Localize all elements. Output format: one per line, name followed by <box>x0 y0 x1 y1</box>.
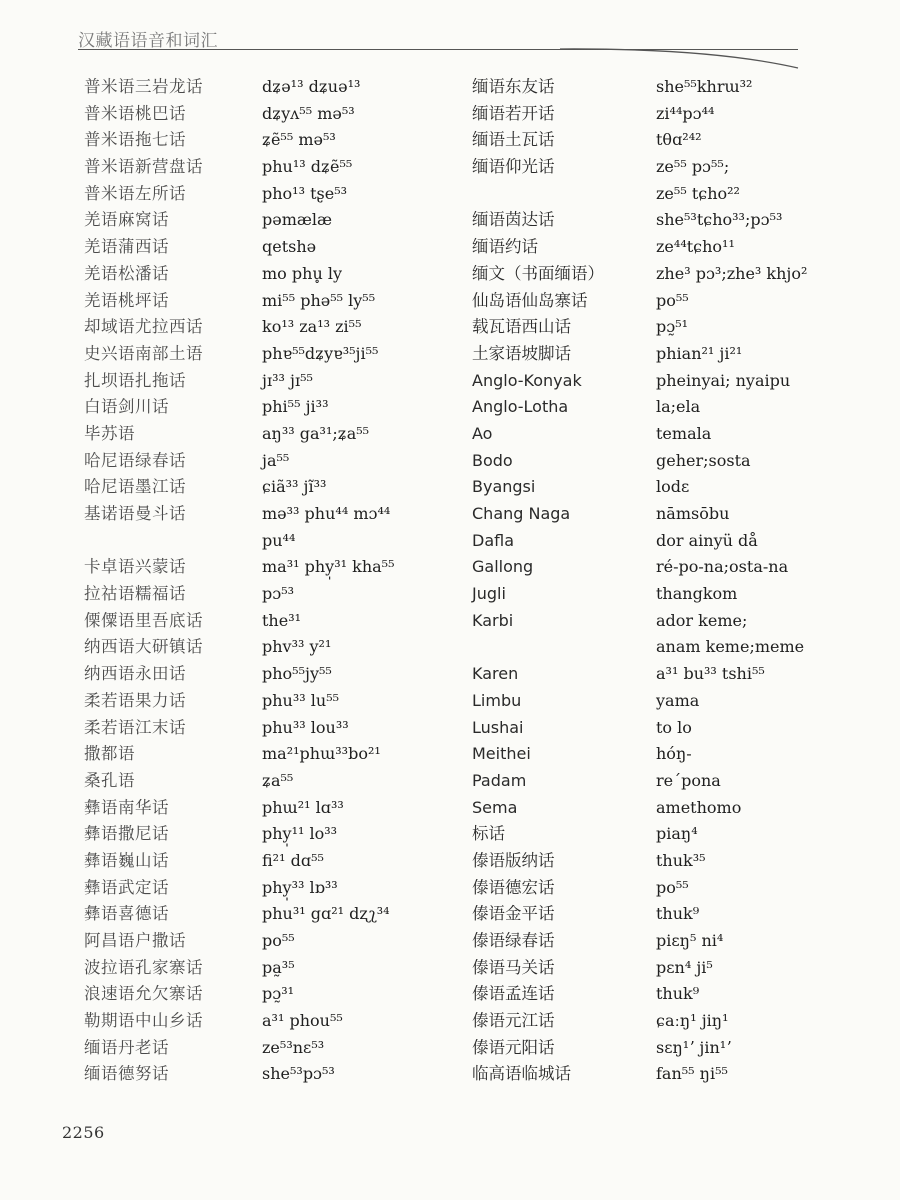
dialect-name: 撒都语 <box>84 744 135 764</box>
dialect-form: ko¹³ za¹³ zi⁵⁵ <box>262 317 362 337</box>
table-row <box>0 741 900 768</box>
table-row <box>0 715 900 742</box>
dialect-name: 普米语桃巴话 <box>84 103 186 123</box>
language-form: pɛn⁴ ji⁵ <box>656 957 713 977</box>
dialect-form: pəmælæ <box>262 210 333 230</box>
dialect-name: 羌语麻窝话 <box>84 210 169 230</box>
language-name: 傣语版纳话 <box>472 850 555 870</box>
dialect-form: dʑyʌ⁵⁵ mə⁵³ <box>262 103 355 123</box>
language-form: thuk⁹ <box>656 984 700 1004</box>
language-name: 临高语临城话 <box>472 1064 571 1084</box>
dialect-name: 勒期语中山乡话 <box>84 1011 203 1031</box>
dialect-name: 缅语丹老话 <box>84 1037 169 1057</box>
language-form: la;ela <box>656 397 701 417</box>
dialect-form: phy̩³³ lɒ³³ <box>262 877 338 897</box>
language-name: 傣语绿春话 <box>472 931 555 950</box>
table-row <box>0 1035 900 1062</box>
table-row <box>0 421 900 448</box>
page-number: 2256 <box>62 1123 105 1142</box>
dialect-name: 傈僳语里吾底话 <box>84 610 203 630</box>
dialect-name: 扎坝语扎拖话 <box>84 370 186 390</box>
language-name: Anglo-Lotha <box>472 397 569 417</box>
language-name: 载瓦语西山话 <box>472 317 571 337</box>
dialect-name: 纳西语大研镇话 <box>84 637 203 657</box>
language-form: thuk³⁵ <box>656 850 706 870</box>
dialect-form: phv³³ y²¹ <box>262 637 332 657</box>
table-row <box>0 234 900 261</box>
dialect-name: 彝语喜德话 <box>84 904 169 924</box>
language-name: Meithei <box>472 744 531 764</box>
table-row <box>0 448 900 475</box>
language-form: ré-po-na;osta-na <box>656 557 789 577</box>
language-name: Karbi <box>472 610 514 630</box>
table-row <box>0 661 900 688</box>
dialect-form: ze⁵³nɛ⁵³ <box>262 1037 325 1057</box>
language-name: Byangsi <box>472 477 536 497</box>
table-row <box>0 528 900 555</box>
dialect-form: she⁵³pɔ⁵³ <box>262 1064 335 1084</box>
dialect-name: 桑孔语 <box>84 770 135 790</box>
header-curve-decoration <box>560 30 800 70</box>
table-row <box>0 207 900 234</box>
language-name: Jugli <box>472 584 506 604</box>
language-name: 缅语约话 <box>472 237 538 257</box>
dialect-form: qetshə <box>262 237 317 257</box>
dialect-form: mo phu̥ ly <box>262 263 342 283</box>
language-form: yama <box>656 690 700 710</box>
language-name: 缅语仰光话 <box>472 157 555 177</box>
dialect-form: phi⁵⁵ ji³³ <box>262 397 329 417</box>
language-name: 傣语孟连话 <box>472 984 555 1004</box>
dialect-form: ma³¹ phy̩³¹ kha⁵⁵ <box>262 557 395 577</box>
table-row <box>0 581 900 608</box>
table-row <box>0 688 900 715</box>
language-form: geher;sosta <box>656 450 751 470</box>
table-row <box>0 955 900 982</box>
language-form: po⁵⁵ <box>656 877 689 897</box>
dialect-name: 羌语蒲西话 <box>84 237 169 257</box>
language-name: 缅文（书面缅语） <box>472 263 604 283</box>
language-name: 仙岛语仙岛寨话 <box>472 290 588 310</box>
table-row <box>0 154 900 181</box>
language-form: ze⁴⁴tɕho¹¹ <box>656 237 735 257</box>
dialect-name: 柔若语果力话 <box>84 690 186 710</box>
table-row <box>0 608 900 635</box>
language-name: Dafla <box>472 530 515 550</box>
table-row <box>0 634 900 661</box>
dialect-name: 普米语左所话 <box>84 183 186 203</box>
word-list-table <box>0 74 900 1088</box>
dialect-form: ja⁵⁵ <box>262 450 290 470</box>
table-row <box>0 795 900 822</box>
language-name: Bodo <box>472 450 513 470</box>
dialect-form: ma²¹phɯ³³bo²¹ <box>262 744 381 764</box>
table-row <box>0 394 900 421</box>
language-form: re´pona <box>656 770 721 790</box>
table-row <box>0 314 900 341</box>
dialect-form: a³¹ phou⁵⁵ <box>262 1011 343 1031</box>
language-form: she⁵⁵khrɯ³² <box>656 77 753 96</box>
dialect-form: aŋ³³ ga³¹;ʑa⁵⁵ <box>262 423 370 443</box>
language-form: ador keme; <box>656 610 748 630</box>
dialect-name: 拉祜语糯福话 <box>84 584 186 604</box>
dialect-name: 毕苏语 <box>84 423 135 443</box>
dialect-form: phɐ⁵⁵dʑyɐ³⁵ji⁵⁵ <box>262 343 379 363</box>
language-name: 傣语德宏话 <box>472 877 555 897</box>
table-row <box>0 261 900 288</box>
language-name: 傣语金平话 <box>472 904 555 924</box>
table-row <box>0 821 900 848</box>
dialect-form: mi⁵⁵ phə⁵⁵ ly⁵⁵ <box>262 290 376 310</box>
table-row <box>0 474 900 501</box>
dialect-name: 普米语新营盘话 <box>84 157 203 177</box>
table-row <box>0 928 900 955</box>
language-name: Padam <box>472 770 527 790</box>
language-form: dor ainyü då <box>656 530 758 550</box>
dialect-name: 史兴语南部土语 <box>84 343 203 363</box>
language-form: lodɛ <box>656 477 690 497</box>
language-name: 缅语茵达话 <box>472 210 555 230</box>
dialect-name: 彝语巍山话 <box>84 850 169 870</box>
language-name: Gallong <box>472 557 534 577</box>
language-form: phian²¹ ji²¹ <box>656 343 743 363</box>
language-name: Karen <box>472 664 519 684</box>
dialect-form: phy̩¹¹ lo³³ <box>262 824 338 844</box>
dialect-form: ʑa⁵⁵ <box>262 770 294 790</box>
language-name: 缅语土瓦话 <box>472 130 555 150</box>
language-name: Limbu <box>472 690 522 710</box>
language-name: Lushai <box>472 717 524 737</box>
dialect-form: pu⁴⁴ <box>262 530 296 550</box>
dialect-form: phu¹³ dʑẽ⁵⁵ <box>262 157 353 177</box>
dialect-form: mə³³ phu⁴⁴ mɔ⁴⁴ <box>262 504 391 523</box>
language-form: amethomo <box>656 797 742 817</box>
dialect-name: 羌语松潘话 <box>84 263 169 283</box>
language-name: Sema <box>472 797 518 817</box>
dialect-form: ʑẽ⁵⁵ mə⁵³ <box>262 130 336 150</box>
language-form: sɛŋ¹ʼ jin¹ʼ <box>656 1037 732 1057</box>
dialect-name: 羌语桃坪话 <box>84 290 169 310</box>
language-name: Ao <box>472 423 493 443</box>
dialect-form: jɪ³³ jɪ⁵⁵ <box>262 370 313 390</box>
table-row <box>0 181 900 208</box>
table-row <box>0 341 900 368</box>
language-form: anam keme;meme <box>656 637 805 657</box>
dialect-name: 卡卓语兴蒙话 <box>84 557 186 577</box>
language-name: 缅语若开话 <box>472 103 555 123</box>
language-name: 傣语马关话 <box>472 957 555 977</box>
language-name: 标话 <box>472 824 505 844</box>
language-form: piaŋ⁴ <box>656 824 698 844</box>
language-name: 土家语坡脚话 <box>472 343 571 363</box>
table-row <box>0 981 900 1008</box>
dialect-form: phu³³ lou³³ <box>262 717 349 737</box>
table-row <box>0 127 900 154</box>
language-name: 缅语东友话 <box>472 77 555 96</box>
language-name: Anglo-Konyak <box>472 370 582 390</box>
language-form: hóŋ- <box>656 744 692 764</box>
dialect-name: 浪速语允欠寨话 <box>84 984 203 1004</box>
dialect-name: 白语剑川话 <box>84 397 169 417</box>
language-form: fan⁵⁵ ŋi⁵⁵ <box>656 1064 728 1084</box>
table-row <box>0 768 900 795</box>
table-row <box>0 848 900 875</box>
dialect-form: fi²¹ dɑ⁵⁵ <box>262 850 324 870</box>
language-form: she⁵³tɕho³³;pɔ⁵³ <box>656 210 783 230</box>
dialect-form: phu³³ lu⁵⁵ <box>262 690 340 710</box>
language-form: tθɑ²⁴² <box>656 130 702 150</box>
language-name: 傣语元阳话 <box>472 1037 555 1057</box>
language-form: temala <box>656 423 712 443</box>
dialect-form: dʑə¹³ dʑuə¹³ <box>262 77 361 96</box>
dialect-name: 却域语尤拉西话 <box>84 317 203 337</box>
dialect-name: 柔若语江末话 <box>84 717 186 737</box>
table-row <box>0 288 900 315</box>
table-row <box>0 1008 900 1035</box>
language-form: to lo <box>656 717 692 737</box>
language-form: pheinyai; nyaipu <box>656 370 791 390</box>
language-form: pɔ̰⁵¹ <box>656 317 689 337</box>
dialect-form: pho⁵⁵jy⁵⁵ <box>262 664 332 684</box>
dialect-form: po⁵⁵ <box>262 931 295 950</box>
language-form: piɛŋ⁵ ni⁴ <box>656 931 724 950</box>
language-form: zhe³ pɔ³;zhe³ khjo² <box>656 263 808 283</box>
dialect-form: phɯ²¹ lɑ³³ <box>262 797 344 817</box>
language-form: a³¹ bu³³ tshi⁵⁵ <box>656 664 765 684</box>
language-name: Chang Naga <box>472 504 571 523</box>
table-row <box>0 901 900 928</box>
dialect-form: pho¹³ tʂe⁵³ <box>262 183 348 203</box>
table-row <box>0 74 900 101</box>
language-name: 傣语元江话 <box>472 1011 555 1031</box>
dialect-name: 纳西语永田话 <box>84 664 186 684</box>
table-row <box>0 1061 900 1088</box>
dialect-form: pa̰³⁵ <box>262 957 295 977</box>
table-row <box>0 501 900 528</box>
dialect-name: 普米语拖七话 <box>84 130 186 150</box>
dialect-name: 彝语南华话 <box>84 797 169 817</box>
table-row <box>0 368 900 395</box>
dialect-name: 普米语三岩龙话 <box>84 77 203 96</box>
dialect-name: 阿昌语户撒话 <box>84 931 186 950</box>
dialect-form: pɔ⁵³ <box>262 584 295 604</box>
table-row <box>0 101 900 128</box>
language-form: ɕaːŋ¹ jiŋ¹ <box>656 1011 729 1031</box>
dialect-name: 波拉语孔家寨话 <box>84 957 203 977</box>
language-form: thuk⁹ <box>656 904 700 924</box>
dialect-form: ɕiã³³ jĩ³³ <box>262 477 327 497</box>
language-form: thangkom <box>656 584 738 604</box>
dialect-name: 哈尼语墨江话 <box>84 477 186 497</box>
language-form: zi⁴⁴pɔ⁴⁴ <box>656 103 715 123</box>
language-form: ze⁵⁵ tɕho²² <box>656 183 740 203</box>
dialect-name: 彝语武定话 <box>84 877 169 897</box>
language-form: ze⁵⁵ pɔ⁵⁵; <box>656 157 730 177</box>
table-row <box>0 875 900 902</box>
language-form: po⁵⁵ <box>656 290 689 310</box>
dialect-form: pɔ̰³¹ <box>262 984 295 1004</box>
dialect-form: the³¹ <box>262 610 302 630</box>
dialect-name: 基诺语曼斗话 <box>84 504 186 523</box>
dialect-form: phu³¹ gɑ²¹ dʐʅ³⁴ <box>262 904 390 924</box>
dialect-name: 哈尼语绿春话 <box>84 450 186 470</box>
running-header: 汉藏语语音和词汇 <box>78 31 218 51</box>
table-row <box>0 554 900 581</box>
language-form: nāmsōbu <box>656 504 730 523</box>
dialect-name: 彝语撒尼话 <box>84 824 169 844</box>
dialect-name: 缅语德努话 <box>84 1064 169 1084</box>
